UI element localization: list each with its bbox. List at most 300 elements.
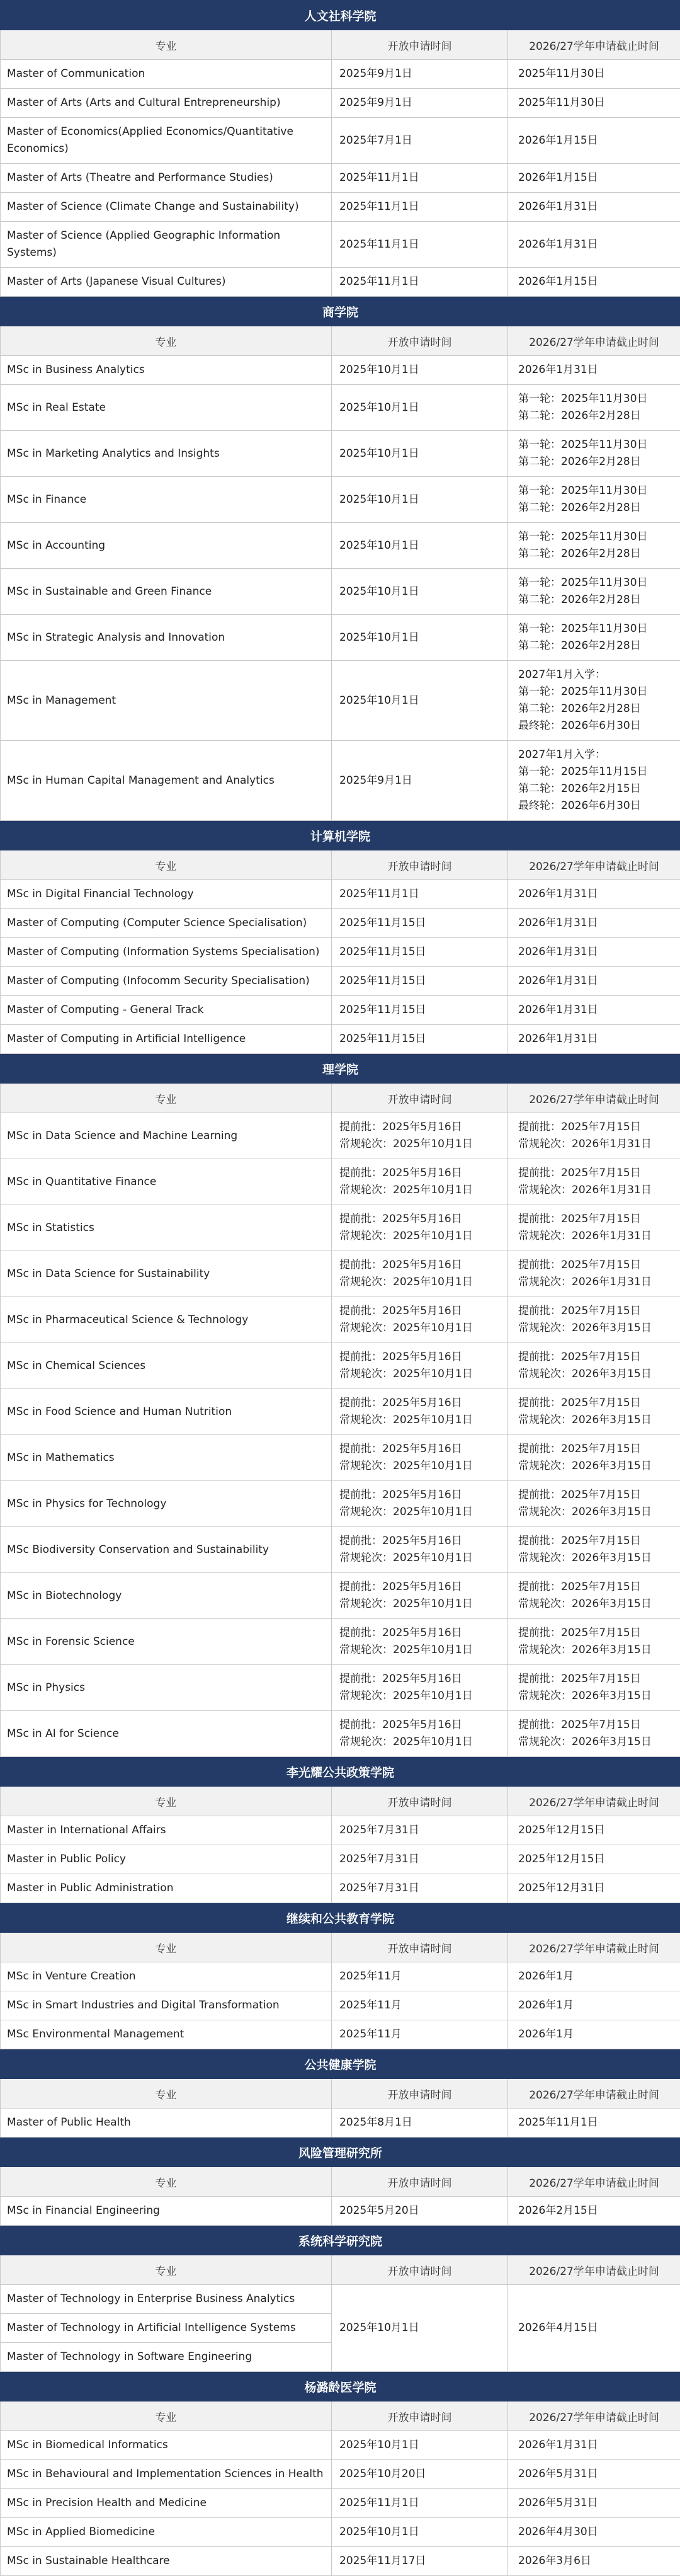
table-row <box>1 2285 680 2314</box>
program-name-cell: Master of Science (Applied Geographic Information Systems) <box>1 222 332 268</box>
deadline-text: 常规轮次：2026年3月15日 <box>518 1504 674 1521</box>
column-header-row <box>1 1933 680 1962</box>
deadline-cell <box>508 1874 680 1903</box>
deadline-cell <box>508 431 680 477</box>
deadline-cell <box>508 60 680 89</box>
school-header-row <box>1 2049 680 2079</box>
column-header-program: 专业 <box>1 30 332 60</box>
program-name-cell: MSc Biodiversity Conservation and Sustainability <box>1 1527 332 1573</box>
program-name-cell: MSc in Physics <box>1 1665 332 1711</box>
deadline-text: 常规轮次：2026年1月31日 <box>518 1274 674 1291</box>
table-row <box>1 431 680 477</box>
program-name-cell: MSc in Data Science for Sustainability <box>1 1251 332 1297</box>
deadline-text: 第一轮：2025年11月30日 <box>518 529 674 546</box>
deadline-text: 2026年1月31日 <box>518 973 674 990</box>
table-row <box>1 1297 680 1343</box>
open-date-cell <box>332 385 508 431</box>
deadline-text: 2026年5月31日 <box>518 2495 674 2512</box>
program-name-cell: MSc in Human Capital Management and Analytics <box>1 741 332 821</box>
school-title: 商学院 <box>1 297 680 326</box>
table-row <box>1 1619 680 1665</box>
deadline-cell <box>508 477 680 523</box>
open-date-text: 常规轮次：2025年10月1日 <box>339 1688 501 1705</box>
open-date-text: 2025年11月1日 <box>339 198 501 215</box>
program-name-cell: MSc in Food Science and Human Nutrition <box>1 1389 332 1435</box>
school-title: 继续和公共教育学院 <box>1 1903 680 1933</box>
column-header-open-date: 开放申请时间 <box>332 1933 508 1962</box>
program-name-cell: MSc in Applied Biomedicine <box>1 2518 332 2547</box>
column-header-program: 专业 <box>1 2401 332 2431</box>
deadline-text: 第一轮：2025年11月30日 <box>518 684 674 701</box>
program-name-cell: MSc in Chemical Sciences <box>1 1343 332 1389</box>
table-row <box>1 1874 680 1903</box>
open-date-cell <box>332 2460 508 2489</box>
program-name-cell: MSc in Accounting <box>1 523 332 569</box>
deadline-text: 2026年1月31日 <box>518 2437 674 2454</box>
column-header-program: 专业 <box>1 850 332 880</box>
program-name-cell: Master of Arts (Theatre and Performance Studies) <box>1 164 332 193</box>
column-header-row <box>1 2401 680 2431</box>
deadline-text: 2025年12月31日 <box>518 1880 674 1897</box>
deadline-cell <box>508 967 680 996</box>
program-name-cell: Master in Public Administration <box>1 1874 332 1903</box>
program-name-cell: Master of Computing (Computer Science Specialisation) <box>1 909 332 938</box>
open-date-cell <box>332 2547 508 2576</box>
deadline-cell <box>508 1389 680 1435</box>
open-date-text: 提前批：2025年5月16日 <box>339 1533 501 1550</box>
open-date-cell <box>332 1435 508 1481</box>
deadline-text: 2025年11月30日 <box>518 94 674 112</box>
program-name-cell: MSc in Quantitative Finance <box>1 1159 332 1205</box>
deadline-text: 第一轮：2025年11月30日 <box>518 437 674 454</box>
open-date-cell <box>332 222 508 268</box>
program-name-cell: MSc in Statistics <box>1 1205 332 1251</box>
deadline-text: 2026年1月31日 <box>518 198 674 215</box>
deadline-text: 常规轮次：2026年1月31日 <box>518 1182 674 1199</box>
deadline-text: 2027年1月入学： <box>518 747 674 764</box>
open-date-text: 2025年10月1日 <box>339 583 501 600</box>
table-row <box>1 89 680 118</box>
table-row <box>1 1343 680 1389</box>
program-name-cell: Master of Computing - General Track <box>1 996 332 1025</box>
school-title: 杨潞龄医学院 <box>1 2372 680 2401</box>
deadline-text: 提前批：2025年7月15日 <box>518 1165 674 1182</box>
open-date-cell <box>332 1297 508 1343</box>
program-name-cell: MSc in Biotechnology <box>1 1573 332 1619</box>
open-date-cell <box>332 60 508 89</box>
program-name-cell: MSc in Finance <box>1 477 332 523</box>
deadline-text: 第一轮：2025年11月15日 <box>518 764 674 781</box>
deadline-text: 2025年11月1日 <box>518 2114 674 2131</box>
open-date-text: 2025年10月1日 <box>339 491 501 508</box>
table-row <box>1 2547 680 2576</box>
open-date-cell <box>332 89 508 118</box>
open-date-text: 常规轮次：2025年10月1日 <box>339 1642 501 1659</box>
school-title: 公共健康学院 <box>1 2049 680 2079</box>
deadline-text: 2026年1月15日 <box>518 273 674 290</box>
table-row <box>1 523 680 569</box>
open-date-text: 提前批：2025年5月16日 <box>339 1579 501 1596</box>
deadline-cell <box>508 268 680 297</box>
deadline-cell <box>508 1991 680 2020</box>
open-date-text: 2025年7月31日 <box>339 1822 501 1839</box>
column-header-deadline: 2026/27学年申请截止时间 <box>508 1787 680 1816</box>
program-name-cell: MSc in Financial Engineering <box>1 2197 332 2226</box>
deadline-text: 2026年1月 <box>518 1997 674 2014</box>
open-date-text: 常规轮次：2025年10月1日 <box>339 1458 501 1475</box>
open-date-cell <box>332 1481 508 1527</box>
deadline-text: 2026年1月31日 <box>518 236 674 253</box>
deadline-cell <box>508 996 680 1025</box>
column-header-program: 专业 <box>1 1933 332 1962</box>
column-header-row <box>1 1787 680 1816</box>
deadline-text: 常规轮次：2026年3月15日 <box>518 1366 674 1383</box>
open-date-text: 2025年10月1日 <box>339 399 501 416</box>
deadline-cell <box>508 1481 680 1527</box>
deadline-cell <box>508 164 680 193</box>
deadline-text: 第二轮：2026年2月28日 <box>518 638 674 655</box>
open-date-cell <box>332 2197 508 2226</box>
deadline-text: 2026年1月31日 <box>518 1031 674 1048</box>
open-date-text: 提前批：2025年5月16日 <box>339 1671 501 1688</box>
deadline-text: 2026年2月15日 <box>518 2202 674 2219</box>
deadline-cell <box>508 222 680 268</box>
program-name-cell: Master in International Affairs <box>1 1816 332 1845</box>
open-date-text: 2025年5月20日 <box>339 2202 501 2219</box>
column-header-row <box>1 1084 680 1113</box>
program-name-cell: MSc in Venture Creation <box>1 1962 332 1991</box>
school-title: 风险管理研究所 <box>1 2138 680 2167</box>
table-row <box>1 615 680 661</box>
deadline-cell <box>508 2460 680 2489</box>
table-row <box>1 741 680 821</box>
school-title: 理学院 <box>1 1054 680 1084</box>
open-date-cell <box>332 1389 508 1435</box>
deadline-cell <box>508 2547 680 2576</box>
program-name-cell: MSc in Mathematics <box>1 1435 332 1481</box>
table-row <box>1 1845 680 1874</box>
open-date-cell <box>332 1527 508 1573</box>
open-date-cell <box>332 1874 508 1903</box>
open-date-cell <box>332 164 508 193</box>
column-header-program: 专业 <box>1 1084 332 1113</box>
table-row <box>1 60 680 89</box>
deadline-cell <box>508 2489 680 2518</box>
open-date-cell <box>332 268 508 297</box>
program-name-cell: Master of Technology in Software Engineering <box>1 2343 332 2372</box>
table-row <box>1 967 680 996</box>
deadline-text: 第一轮：2025年11月30日 <box>518 483 674 500</box>
column-header-program: 专业 <box>1 2167 332 2197</box>
table-row <box>1 164 680 193</box>
open-date-text: 常规轮次：2025年10月1日 <box>339 1228 501 1245</box>
open-date-text: 提前批：2025年5月16日 <box>339 1165 501 1182</box>
column-header-open-date: 开放申请时间 <box>332 2167 508 2197</box>
school-header-row <box>1 1903 680 1933</box>
column-header-open-date: 开放申请时间 <box>332 850 508 880</box>
deadline-text: 常规轮次：2026年1月31日 <box>518 1228 674 1245</box>
open-date-cell <box>332 1816 508 1845</box>
table-row <box>1 909 680 938</box>
open-date-cell <box>332 523 508 569</box>
open-date-text: 2025年11月1日 <box>339 886 501 903</box>
open-date-cell <box>332 2489 508 2518</box>
column-header-deadline: 2026/27学年申请截止时间 <box>508 1933 680 1962</box>
deadline-cell <box>508 1573 680 1619</box>
open-date-text: 常规轮次：2025年10月1日 <box>339 1504 501 1521</box>
open-date-cell <box>332 1711 508 1757</box>
open-date-text: 提前批：2025年5月16日 <box>339 1441 501 1458</box>
program-name-cell: Master of Science (Climate Change and Sustainability) <box>1 193 332 222</box>
deadline-cell <box>508 385 680 431</box>
deadline-text: 2026年1月31日 <box>518 362 674 379</box>
column-header-row <box>1 2079 680 2109</box>
table-row <box>1 1665 680 1711</box>
deadline-text: 提前批：2025年7月15日 <box>518 1395 674 1412</box>
open-date-cell <box>332 1343 508 1389</box>
table-row <box>1 2489 680 2518</box>
open-date-text: 常规轮次：2025年10月1日 <box>339 1182 501 1199</box>
open-date-cell <box>332 356 508 385</box>
open-date-text: 2025年11月1日 <box>339 2495 501 2512</box>
program-name-cell: MSc in Business Analytics <box>1 356 332 385</box>
open-date-text: 2025年11月 <box>339 1997 501 2014</box>
deadline-text: 常规轮次：2026年3月15日 <box>518 1458 674 1475</box>
table-row <box>1 268 680 297</box>
deadline-cell <box>508 1665 680 1711</box>
table-row <box>1 1113 680 1159</box>
column-header-program: 专业 <box>1 1787 332 1816</box>
column-header-deadline: 2026/27学年申请截止时间 <box>508 2167 680 2197</box>
deadline-text: 最终轮：2026年6月30日 <box>518 718 674 735</box>
open-date-text: 2025年11月1日 <box>339 169 501 186</box>
open-date-cell <box>332 569 508 615</box>
program-name-cell: MSc in Data Science and Machine Learning <box>1 1113 332 1159</box>
program-name-cell: MSc in Marketing Analytics and Insights <box>1 431 332 477</box>
column-header-deadline: 2026/27学年申请截止时间 <box>508 850 680 880</box>
open-date-text: 提前批：2025年5月16日 <box>339 1303 501 1320</box>
deadline-cell <box>508 1711 680 1757</box>
column-header-row <box>1 30 680 60</box>
deadline-text: 常规轮次：2026年3月15日 <box>518 1320 674 1337</box>
open-date-text: 2025年10月1日 <box>339 2524 501 2541</box>
table-row <box>1 2460 680 2489</box>
school-header-row <box>1 297 680 326</box>
deadline-text: 2027年1月入学： <box>518 667 674 684</box>
table-row <box>1 1816 680 1845</box>
open-date-text: 提前批：2025年5月16日 <box>339 1395 501 1412</box>
open-date-cell <box>332 1025 508 1054</box>
deadline-cell <box>508 1159 680 1205</box>
deadline-cell <box>508 1251 680 1297</box>
table-row <box>1 2197 680 2226</box>
open-date-text: 常规轮次：2025年10月1日 <box>339 1320 501 1337</box>
open-date-text: 2025年11月15日 <box>339 944 501 961</box>
school-header-row <box>1 2372 680 2401</box>
open-date-text: 2025年9月1日 <box>339 94 501 112</box>
open-date-cell <box>332 1251 508 1297</box>
deadline-text: 常规轮次：2026年3月15日 <box>518 1412 674 1429</box>
open-date-cell <box>332 909 508 938</box>
column-header-row <box>1 326 680 356</box>
program-name-cell: MSc in Behavioural and Implementation Sciences in Health <box>1 2460 332 2489</box>
deadline-cell <box>508 2109 680 2138</box>
program-name-cell: MSc in Strategic Analysis and Innovation <box>1 615 332 661</box>
open-date-text: 提前批：2025年5月16日 <box>339 1625 501 1642</box>
open-date-text: 2025年10月1日 <box>339 2320 501 2337</box>
deadline-text: 第一轮：2025年11月30日 <box>518 621 674 638</box>
open-date-cell <box>332 880 508 909</box>
program-name-cell: MSc in Forensic Science <box>1 1619 332 1665</box>
school-header-row <box>1 2226 680 2255</box>
program-name-cell: MSc in Pharmaceutical Science & Technology <box>1 1297 332 1343</box>
open-date-cell <box>332 1665 508 1711</box>
column-header-program: 专业 <box>1 2255 332 2285</box>
program-name-cell: MSc in Management <box>1 661 332 741</box>
deadline-text: 提前批：2025年7月15日 <box>518 1579 674 1596</box>
deadline-text: 提前批：2025年7月15日 <box>518 1533 674 1550</box>
deadline-cell <box>508 938 680 967</box>
column-header-deadline: 2026/27学年申请截止时间 <box>508 326 680 356</box>
column-header-open-date: 开放申请时间 <box>332 2255 508 2285</box>
deadline-cell <box>508 1816 680 1845</box>
deadline-text: 2026年1月31日 <box>518 944 674 961</box>
open-date-text: 2025年10月20日 <box>339 2466 501 2483</box>
column-header-open-date: 开放申请时间 <box>332 30 508 60</box>
deadline-text: 提前批：2025年7月15日 <box>518 1487 674 1504</box>
deadline-text: 提前批：2025年7月15日 <box>518 1257 674 1274</box>
program-name-cell: Master of Technology in Enterprise Business Analytics <box>1 2285 332 2314</box>
table-body <box>1 1 680 2576</box>
open-date-cell <box>332 996 508 1025</box>
open-date-text: 常规轮次：2025年10月1日 <box>339 1366 501 1383</box>
open-date-cell <box>332 2109 508 2138</box>
column-header-row <box>1 850 680 880</box>
open-date-cell <box>332 1205 508 1251</box>
deadline-text: 第二轮：2026年2月15日 <box>518 781 674 798</box>
deadline-cell <box>508 356 680 385</box>
open-date-cell <box>332 1962 508 1991</box>
table-row <box>1 1025 680 1054</box>
deadline-text: 2026年4月15日 <box>518 2320 674 2337</box>
open-date-text: 2025年11月17日 <box>339 2553 501 2570</box>
column-header-deadline: 2026/27学年申请截止时间 <box>508 2079 680 2109</box>
school-title: 李光耀公共政策学院 <box>1 1757 680 1787</box>
deadline-cell <box>508 2431 680 2460</box>
deadline-text: 提前批：2025年7月15日 <box>518 1625 674 1642</box>
open-date-cell <box>332 2431 508 2460</box>
table-row <box>1 661 680 741</box>
column-header-deadline: 2026/27学年申请截止时间 <box>508 30 680 60</box>
program-name-cell: MSc in Biomedical Informatics <box>1 2431 332 2460</box>
deadline-cell <box>508 1845 680 1874</box>
deadline-cell <box>508 569 680 615</box>
table-row <box>1 193 680 222</box>
deadline-cell <box>508 1343 680 1389</box>
table-row <box>1 569 680 615</box>
school-header-row <box>1 1757 680 1787</box>
deadline-text: 第二轮：2026年2月28日 <box>518 701 674 718</box>
deadline-text: 2025年11月30日 <box>518 66 674 83</box>
open-date-cell <box>332 967 508 996</box>
program-name-cell: Master of Computing (Infocomm Security Specialisation) <box>1 967 332 996</box>
table-row <box>1 1205 680 1251</box>
open-date-cell <box>332 1991 508 2020</box>
deadline-text: 第二轮：2026年2月28日 <box>518 500 674 517</box>
school-header-row <box>1 1054 680 1084</box>
school-header-row <box>1 821 680 850</box>
deadline-cell <box>508 1619 680 1665</box>
deadline-text: 2026年1月15日 <box>518 169 674 186</box>
deadline-text: 提前批：2025年7月15日 <box>518 1441 674 1458</box>
table-row <box>1 880 680 909</box>
open-date-text: 提前批：2025年5月16日 <box>339 1257 501 1274</box>
open-date-text: 2025年10月1日 <box>339 445 501 462</box>
column-header-deadline: 2026/27学年申请截止时间 <box>508 2401 680 2431</box>
column-header-deadline: 2026/27学年申请截止时间 <box>508 1084 680 1113</box>
open-date-text: 2025年11月15日 <box>339 973 501 990</box>
column-header-program: 专业 <box>1 326 332 356</box>
deadline-cell <box>508 1435 680 1481</box>
open-date-cell <box>332 1159 508 1205</box>
deadline-cell <box>508 1962 680 1991</box>
program-name-cell: Master of Economics(Applied Economics/Quantitative Economics) <box>1 118 332 164</box>
deadline-cell <box>508 193 680 222</box>
open-date-cell <box>332 1619 508 1665</box>
open-date-text: 常规轮次：2025年10月1日 <box>339 1274 501 1291</box>
school-title: 系统科学研究院 <box>1 2226 680 2255</box>
deadline-cell <box>508 2020 680 2049</box>
deadline-text: 第一轮：2025年11月30日 <box>518 391 674 408</box>
deadline-text: 2025年12月15日 <box>518 1822 674 1839</box>
open-date-cell <box>332 1845 508 1874</box>
open-date-text: 常规轮次：2025年10月1日 <box>339 1550 501 1567</box>
table-row <box>1 938 680 967</box>
deadline-cell <box>508 89 680 118</box>
program-name-cell: Master of Arts (Arts and Cultural Entrepreneurship) <box>1 89 332 118</box>
table-row <box>1 1435 680 1481</box>
table-row <box>1 118 680 164</box>
open-date-text: 常规轮次：2025年10月1日 <box>339 1136 501 1153</box>
program-name-cell: MSc in Precision Health and Medicine <box>1 2489 332 2518</box>
table-row <box>1 1962 680 1991</box>
deadline-cell <box>508 1527 680 1573</box>
open-date-text: 提前批：2025年5月16日 <box>339 1211 501 1228</box>
column-header-deadline: 2026/27学年申请截止时间 <box>508 2255 680 2285</box>
open-date-text: 2025年11月15日 <box>339 915 501 932</box>
deadline-text: 提前批：2025年7月15日 <box>518 1211 674 1228</box>
program-name-cell: Master of Computing (Information Systems Specialisation) <box>1 938 332 967</box>
deadline-text: 2026年4月30日 <box>518 2524 674 2541</box>
table-row <box>1 2020 680 2049</box>
table-row <box>1 1527 680 1573</box>
program-name-cell: MSc Environmental Management <box>1 2020 332 2049</box>
column-header-open-date: 开放申请时间 <box>332 1787 508 1816</box>
table-row <box>1 1251 680 1297</box>
program-name-cell: MSc in AI for Science <box>1 1711 332 1757</box>
open-date-text: 2025年9月1日 <box>339 66 501 83</box>
program-name-cell: MSc in Smart Industries and Digital Transformation <box>1 1991 332 2020</box>
open-date-text: 2025年11月15日 <box>339 1031 501 1048</box>
deadline-text: 常规轮次：2026年3月15日 <box>518 1688 674 1705</box>
deadline-text: 2026年1月31日 <box>518 886 674 903</box>
deadline-text: 2026年1月31日 <box>518 915 674 932</box>
deadline-text: 2026年5月31日 <box>518 2466 674 2483</box>
open-date-text: 2025年10月1日 <box>339 537 501 554</box>
open-date-cell <box>332 661 508 741</box>
open-date-text: 2025年7月31日 <box>339 1851 501 1868</box>
program-name-cell: Master in Public Policy <box>1 1845 332 1874</box>
